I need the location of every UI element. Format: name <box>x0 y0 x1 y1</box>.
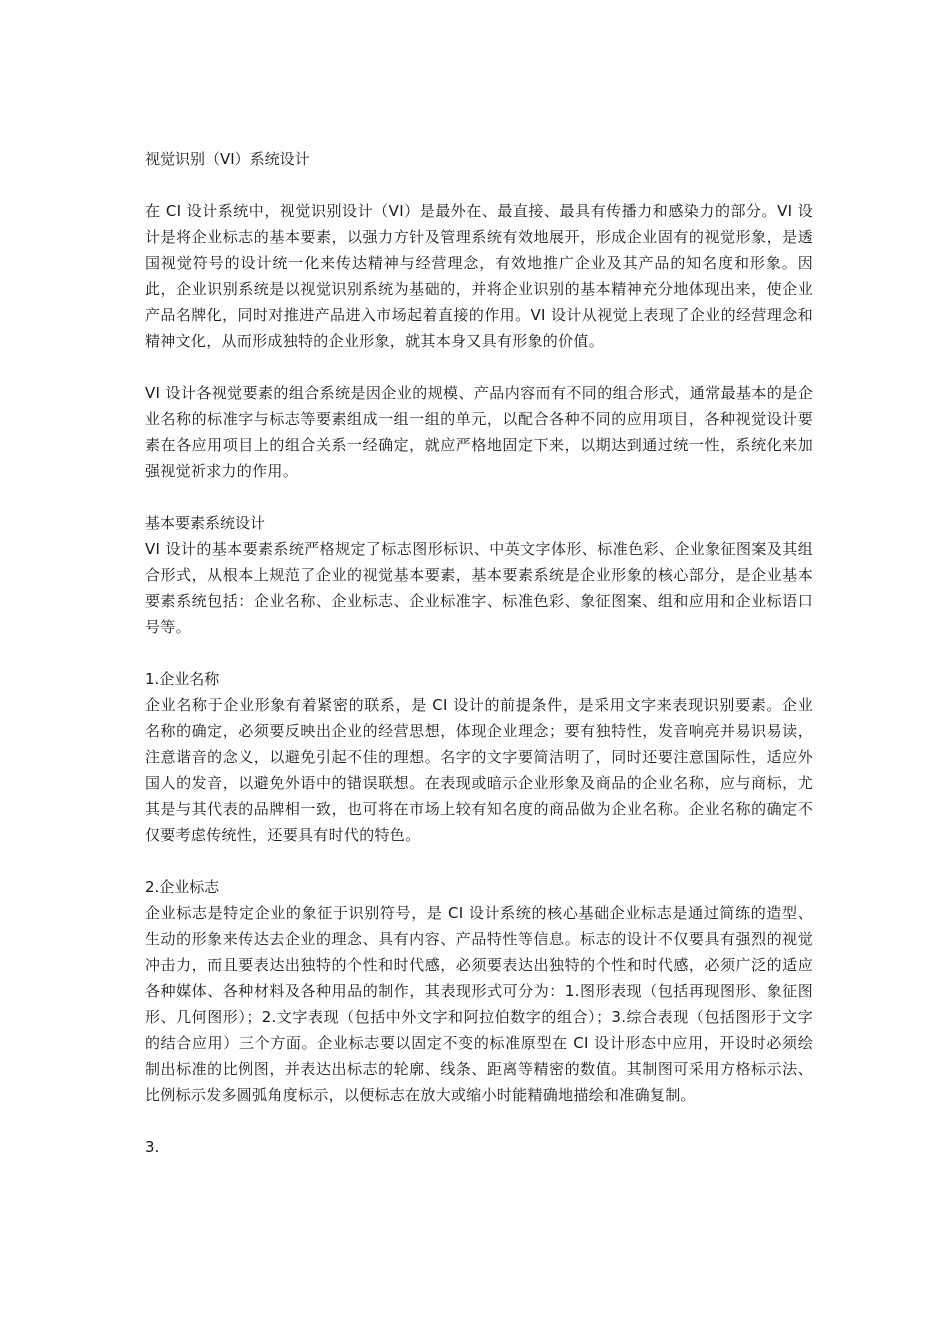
basic-section-text: VI 设计的基本要素系统严格规定了标志图形标识、中英文字体形、标准色彩、企业象征图案及其组合形式，从根本上规范了企业的视觉基本要素，基本要素系统是企业形象的核心部分，是企业基本要素系统包括：企业名称、企业标志、企业标准字、标准色彩、象征图案、组和应用和企业标语口号等。 <box>145 540 813 636</box>
intro-paragraph-1: 在 CI 设计系统中，视觉识别设计（VI）是最外在、最直接、最具有传播力和感染力的部分。VI 设计是将企业标志的基本要素，以强力方针及管理系统有效地展开，形成企业固有的视觉形象，是透国视觉符号的设计统一化来传达精神与经营理念，有效地推广企业及其产品的知名度和形象。因此，企业识别系统是以视觉识别系统为基础的，并将企业识别的基本精神充分地体现出来，使企业产品名牌化，同时对推进产品进入市场起着直接的作用。VI 设计从视觉上表现了企业的经营理念和精神文化，从而形成独特的企业形象，就其本身又具有形象的价值。 <box>145 202 813 350</box>
section-3-heading: 3. <box>145 1138 160 1156</box>
section-2-text: 企业标志是特定企业的象征于识别符号，是 CI 设计系统的核心基础企业标志是通过简练的造型、生动的形象来传达去企业的理念、具有内容、产品特性等信息。标志的设计不仅要具有强烈的视觉冲击力，而且要表达出独特的个性和时代感，必须要表达出独特的个性和时代感，必须广泛的适应各种媒体、各种材料及各种用品的制作，其表现形式可分为：1.图形表现（包括再现图形、象征图形、几何图形）；2.文字表现（包括中外文字和阿拉伯数字的组合）；3.综合表现（包括图形于文字的结合应用）三个方面。企业标志要以固定不变的标准原型在 CI 设计形态中应用，开设时必须绘制出标准的比例图，并表达出标志的轮廓、线条、距离等精密的数值。其制图可采用方格标示法、比例标示发多圆弧角度标示，以便标志在放大或缩小时能精确地描绘和准确复制。 <box>145 904 813 1104</box>
document-title: 视觉识别（VI）系统设计 <box>145 150 310 168</box>
intro-paragraph-2: VI 设计各视觉要素的组合系统是因企业的规模、产品内容而有不同的组合形式，通常最基本的是企业名称的标准字与标志等要素组成一组一组的单元，以配合各种不同的应用项目，各种视觉设计要素在各应用项目上的组合关系一经确定，就应严格地固定下来，以期达到通过统一性，系统化来加强视觉祈求力的作用。 <box>145 384 813 480</box>
section-1-heading: 1.企业名称 <box>145 670 220 688</box>
section-2-heading: 2.企业标志 <box>145 878 220 896</box>
document-page <box>145 146 813 1160</box>
basic-section-heading: 基本要素系统设计 <box>145 514 266 532</box>
section-1-text: 企业名称于企业形象有着紧密的联系，是 CI 设计的前提条件，是采用文字来表现识别要素。企业名称的确定，必须要反映出企业的经营思想，体现企业理念；要有独特性，发音响亮并易识易读，注意谐音的念义，以避免引起不佳的理想。名字的文字要简洁明了，同时还要注意国际性，适应外国人的发音，以避免外语中的错误联想。在表现或暗示企业形象及商品的企业名称，应与商标，尤其是与其代表的品牌相一致，也可将在市场上较有知名度的商品做为企业名称。企业名称的确定不仅要考虑传统性，还要具有时代的特色。 <box>145 696 813 844</box>
